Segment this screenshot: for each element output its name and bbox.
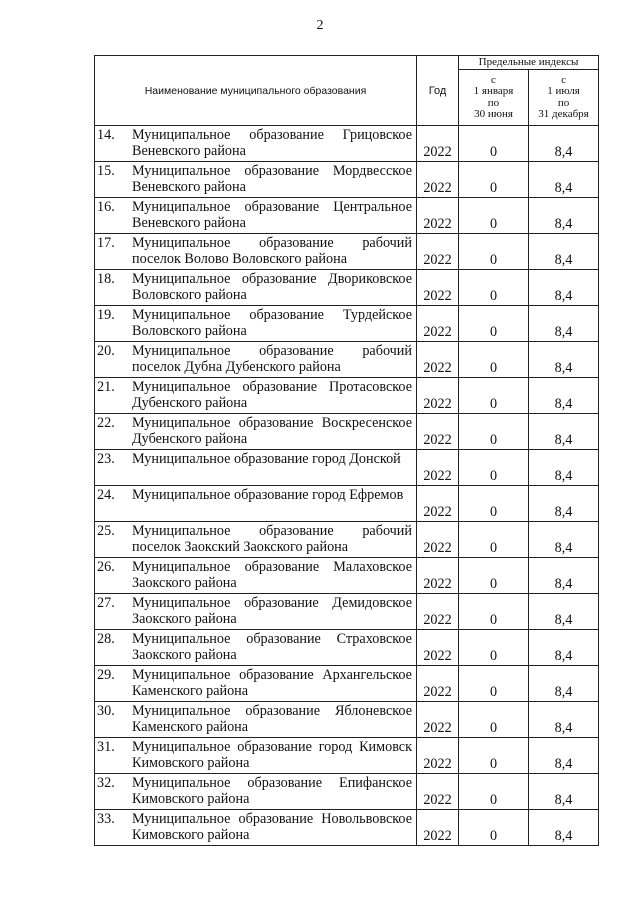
row-index-h2: 8,4: [529, 486, 599, 522]
row-number: 15.: [97, 163, 115, 179]
row-name-cell: [95, 198, 417, 234]
row-index-h2: 8,4: [529, 702, 599, 738]
row-index-h1: 0: [459, 414, 529, 450]
row-year: 2022: [417, 162, 459, 198]
table-row: [95, 666, 599, 702]
row-name-cell: [95, 414, 417, 450]
row-index-h1: 0: [459, 378, 529, 414]
row-year: 2022: [417, 702, 459, 738]
row-year: 2022: [417, 774, 459, 810]
table-row: [95, 774, 599, 810]
row-year: 2022: [417, 198, 459, 234]
row-name-cell: [95, 522, 417, 558]
table-row: [95, 162, 599, 198]
row-number: 17.: [97, 235, 115, 251]
table-row: [95, 558, 599, 594]
page-number: 2: [316, 18, 324, 33]
header-period-2-line: 31 декабря: [538, 108, 589, 120]
row-number: 21.: [97, 379, 115, 395]
row-index-h2: 8,4: [529, 162, 599, 198]
row-number: 23.: [97, 451, 115, 467]
row-index-h1: 0: [459, 594, 529, 630]
row-name-cell: [95, 774, 417, 810]
row-name: Муниципальное образование Мордвесское Веневского района: [132, 163, 412, 195]
table-row: [95, 630, 599, 666]
table-row: [95, 594, 599, 630]
table-row: [95, 306, 599, 342]
row-year: 2022: [417, 270, 459, 306]
row-year: 2022: [417, 450, 459, 486]
row-number: 22.: [97, 415, 115, 431]
header-period-2-line: по: [557, 96, 570, 109]
row-index-h2: 8,4: [529, 738, 599, 774]
row-number: 26.: [97, 559, 115, 575]
row-number: 18.: [97, 271, 115, 287]
table-row: [95, 702, 599, 738]
row-number: 28.: [97, 631, 115, 647]
row-name: Муниципальное образование рабочий поселок Дубна Дубенского района: [132, 343, 412, 375]
row-index-h2: 8,4: [529, 342, 599, 378]
header-period-1: [459, 70, 529, 126]
row-year: 2022: [417, 378, 459, 414]
row-index-h1: 0: [459, 342, 529, 378]
table-row: [95, 342, 599, 378]
row-name-cell: [95, 810, 417, 846]
row-index-h1: 0: [459, 774, 529, 810]
header-period-2: [529, 70, 599, 126]
row-number: 19.: [97, 307, 115, 323]
row-name: Муниципальное образование город Донской: [132, 451, 401, 467]
row-index-h1: 0: [459, 126, 529, 162]
row-index-h1: 0: [459, 198, 529, 234]
table-row: [95, 486, 599, 522]
row-name: Муниципальное образование рабочий поселок Волово Воловского района: [132, 235, 412, 267]
row-index-h1: 0: [459, 702, 529, 738]
row-index-h2: 8,4: [529, 234, 599, 270]
header-period-1-line: 30 июня: [474, 108, 513, 120]
row-index-h1: 0: [459, 450, 529, 486]
row-name: Муниципальное образование Воскресенское Дубенского района: [132, 415, 412, 447]
row-number: 31.: [97, 739, 115, 755]
row-name-cell: [95, 630, 417, 666]
row-index-h1: 0: [459, 738, 529, 774]
row-year: 2022: [417, 486, 459, 522]
indices-table: [94, 55, 599, 846]
row-index-h2: 8,4: [529, 558, 599, 594]
row-year: 2022: [417, 234, 459, 270]
row-name-cell: [95, 162, 417, 198]
row-name-cell: [95, 558, 417, 594]
row-year: 2022: [417, 414, 459, 450]
header-indices-col: Предельные индексы: [459, 56, 599, 70]
row-name: Муниципальное образование город Кимовск Кимовского района: [132, 739, 412, 771]
row-year: 2022: [417, 558, 459, 594]
row-number: 20.: [97, 343, 115, 359]
table-row: [95, 414, 599, 450]
row-index-h1: 0: [459, 558, 529, 594]
row-year: 2022: [417, 666, 459, 702]
row-year: 2022: [417, 306, 459, 342]
row-name-cell: [95, 234, 417, 270]
row-name: Муниципальное образование Грицовское Веневского района: [132, 127, 412, 159]
table-row: [95, 522, 599, 558]
row-index-h2: 8,4: [529, 522, 599, 558]
row-number: 16.: [97, 199, 115, 215]
row-index-h1: 0: [459, 666, 529, 702]
row-name-cell: [95, 270, 417, 306]
row-name: Муниципальное образование Протасовское Дубенского района: [132, 379, 412, 411]
row-name-cell: [95, 738, 417, 774]
row-number: 25.: [97, 523, 115, 539]
row-index-h2: 8,4: [529, 270, 599, 306]
table-row: [95, 270, 599, 306]
row-index-h2: 8,4: [529, 450, 599, 486]
row-name: Муниципальное образование Новольвовское Кимовского района: [132, 811, 412, 843]
row-index-h2: 8,4: [529, 810, 599, 846]
row-name: Муниципальное образование Страховское Заокского района: [132, 631, 412, 663]
table-row: [95, 198, 599, 234]
table-row: [95, 234, 599, 270]
row-number: 14.: [97, 127, 115, 143]
row-year: 2022: [417, 810, 459, 846]
row-year: 2022: [417, 594, 459, 630]
row-number: 32.: [97, 775, 115, 791]
table-row: [95, 738, 599, 774]
row-name-cell: [95, 486, 417, 522]
row-name: Муниципальное образование Яблоневское Каменского района: [132, 703, 412, 735]
row-index-h1: 0: [459, 522, 529, 558]
row-index-h2: 8,4: [529, 414, 599, 450]
row-name-cell: [95, 666, 417, 702]
row-year: 2022: [417, 522, 459, 558]
row-number: 27.: [97, 595, 115, 611]
row-year: 2022: [417, 342, 459, 378]
row-year: 2022: [417, 126, 459, 162]
row-name-cell: [95, 594, 417, 630]
row-year: 2022: [417, 630, 459, 666]
header-year-col: Год: [417, 56, 459, 126]
row-index-h1: 0: [459, 162, 529, 198]
row-name-cell: [95, 450, 417, 486]
header-period-1-line: 1 января: [473, 85, 514, 97]
row-index-h1: 0: [459, 810, 529, 846]
row-number: 24.: [97, 487, 115, 503]
header-period-2-line: 1 июля: [547, 85, 580, 97]
row-name: Муниципальное образование Малаховское Заокского района: [132, 559, 412, 591]
row-index-h2: 8,4: [529, 630, 599, 666]
header-period-2-line: с: [561, 73, 566, 86]
row-name-cell: [95, 702, 417, 738]
row-name-cell: [95, 306, 417, 342]
header-period-1-line: по: [487, 96, 500, 109]
row-index-h2: 8,4: [529, 126, 599, 162]
row-index-h2: 8,4: [529, 774, 599, 810]
row-index-h2: 8,4: [529, 594, 599, 630]
row-name: Муниципальное образование Демидовское Заокского района: [132, 595, 412, 627]
row-name-cell: [95, 126, 417, 162]
row-number: 33.: [97, 811, 115, 827]
row-name: Муниципальное образование город Ефремов: [132, 487, 404, 503]
row-name-cell: [95, 378, 417, 414]
header-period-1-line: с: [491, 73, 496, 86]
row-index-h1: 0: [459, 234, 529, 270]
row-index-h2: 8,4: [529, 378, 599, 414]
row-name: Муниципальное образование Архангельское Каменского района: [132, 667, 412, 699]
row-name: Муниципальное образование Центральное Веневского района: [132, 199, 412, 231]
header-name-col: Наименование муниципального образования: [95, 56, 417, 126]
row-year: 2022: [417, 738, 459, 774]
row-index-h1: 0: [459, 630, 529, 666]
table-row: [95, 126, 599, 162]
table-row: [95, 810, 599, 846]
row-name-cell: [95, 342, 417, 378]
row-number: 30.: [97, 703, 115, 719]
row-name: Муниципальное образование Турдейское Воловского района: [132, 307, 412, 339]
row-index-h1: 0: [459, 486, 529, 522]
table-row: [95, 378, 599, 414]
row-name: Муниципальное образование Двориковское Воловского района: [132, 271, 412, 303]
row-name: Муниципальное образование рабочий поселок Заокский Заокского района: [132, 523, 412, 555]
table-row: [95, 450, 599, 486]
row-index-h1: 0: [459, 270, 529, 306]
row-index-h1: 0: [459, 306, 529, 342]
row-name: Муниципальное образование Епифанское Кимовского района: [132, 775, 412, 807]
row-number: 29.: [97, 667, 115, 683]
row-index-h2: 8,4: [529, 198, 599, 234]
row-index-h2: 8,4: [529, 306, 599, 342]
row-index-h2: 8,4: [529, 666, 599, 702]
